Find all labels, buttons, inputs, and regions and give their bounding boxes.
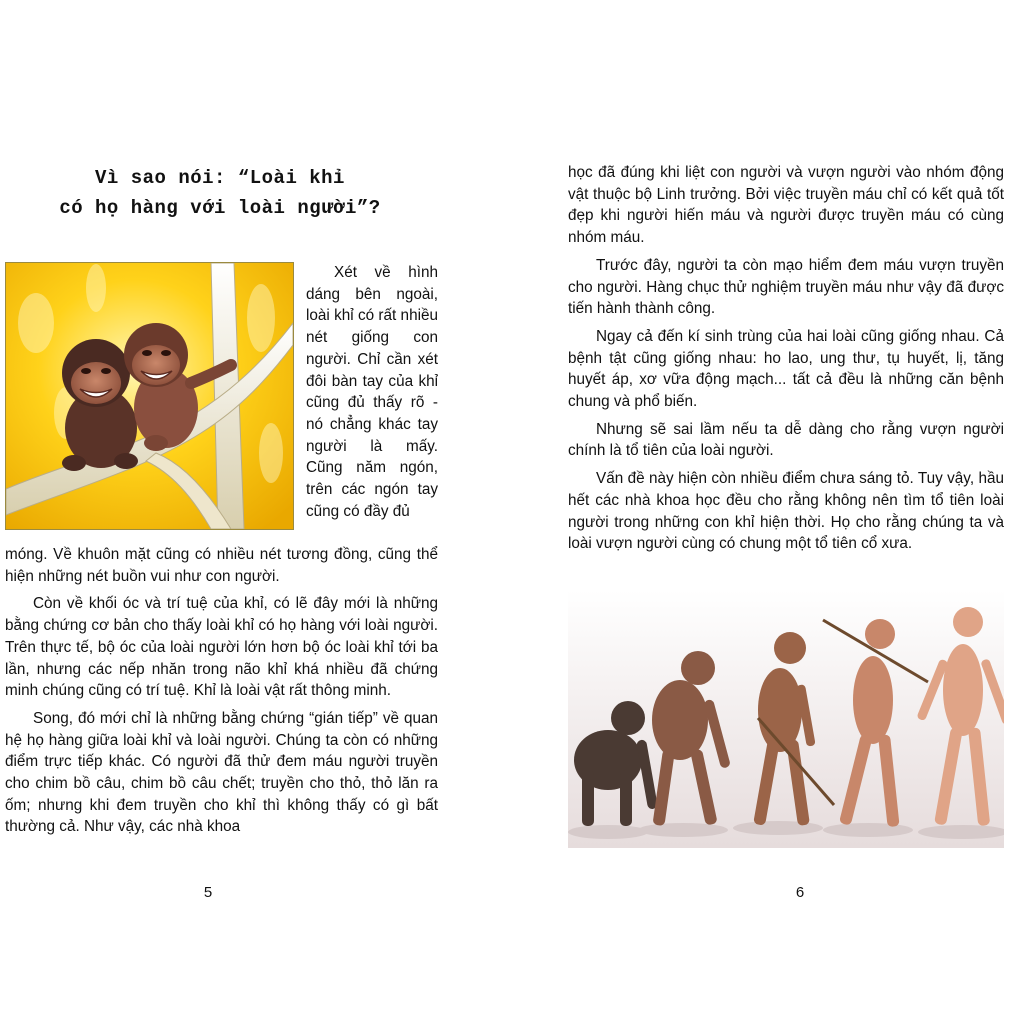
paragraph: Nhưng sẽ sai lầm nếu ta dễ dàng cho rằng vượn người chính là tổ tiên của loài người. [568, 420, 1004, 460]
paragraph: Vấn đề này hiện còn nhiều điểm chưa sáng tỏ. Tuy vậy, hầu hết các nhà khoa học đều cho rằng không nên tìm tổ tiên loài người trong những con khỉ hiện thời. Họ cho rằng chúng ta và loài vượn người cùng có chung một tổ tiên cổ xưa. [568, 470, 1004, 553]
page-number: 6 [795, 884, 805, 901]
title-line-2: có họ hàng với loài người”? [59, 197, 381, 219]
page-number: 5 [203, 884, 213, 901]
intro-paragraph: Xét về hình dáng bên ngoài, loài khỉ có rất nhiều nét giống con người. Chỉ cần xét đôi bàn tay của khỉ cũng đủ thấy rõ - nó chẳng khác tay người là mấy. Cũng năm ngón, trên các ngón tay cũng có đầy đủ [306, 264, 438, 520]
article-title [20, 163, 420, 223]
wrapped-paragraph [306, 262, 438, 522]
intro-paragraph-end: móng. Về khuôn mặt cũng có nhiều nét tương đồng, cũng thể hiện những nét buồn vui như con người. [5, 546, 438, 585]
human-evolution-illustration [568, 590, 1004, 848]
paragraph: Ngay cả đến kí sinh trùng của hai loài cũng giống nhau. Cả bệnh tật cũng giống nhau: ho lao, ung thư, tụ huyết, lị, tăng huyết áp, xơ vữa động mạch... tất cả đều là những căn bệnh chung và phổ biến. [568, 327, 1004, 411]
paragraph: Còn về khối óc và trí tuệ của khỉ, có lẽ đây mới là những bằng chứng cơ bản cho thấy loài khỉ có họ hàng với loài người. Trên thực tế, bộ óc của loài người lớn hơn bộ óc loài khỉ tới ba lần, nhưng các nếp nhăn trong não khỉ khá nhiều đã chứng minh chúng cũng có trí tuệ. Khỉ là loài vật rất thông minh. [5, 595, 438, 700]
baby-monkeys-illustration [5, 262, 294, 530]
title-line-1: Vì sao nói: “Loài khỉ [95, 167, 345, 189]
right-body-text [568, 162, 1004, 561]
continued-paragraph: học đã đúng khi liệt con người và vượn người vào nhóm động vật thuộc bộ Linh trưởng. Bởi việc truyền máu chỉ có kết quả tốt đẹp khi người hiến máu và người được truyền máu có cùng nhóm máu. [568, 164, 1004, 247]
paragraph: Trước đây, người ta còn mạo hiểm đem máu vượn truyền cho người. Hàng chục thử nghiệm truyền máu như vậy đã được tiến hành thành công. [568, 256, 1004, 318]
left-body-text [5, 544, 438, 844]
paragraph: Song, đó mới chỉ là những bằng chứng “gián tiếp” về quan hệ họ hàng giữa loài khỉ và loài người. Chúng ta còn có những điểm trực tiếp khác. Có người đã thử đem máu người truyền cho chim bồ câu, chim bồ câu chết; truyền cho thỏ, thỏ lăn ra ốm; nhưng khi đem truyền cho khỉ thì không thấy có gì bất thường cả. Như vậy, các nhà khoa [5, 709, 438, 836]
